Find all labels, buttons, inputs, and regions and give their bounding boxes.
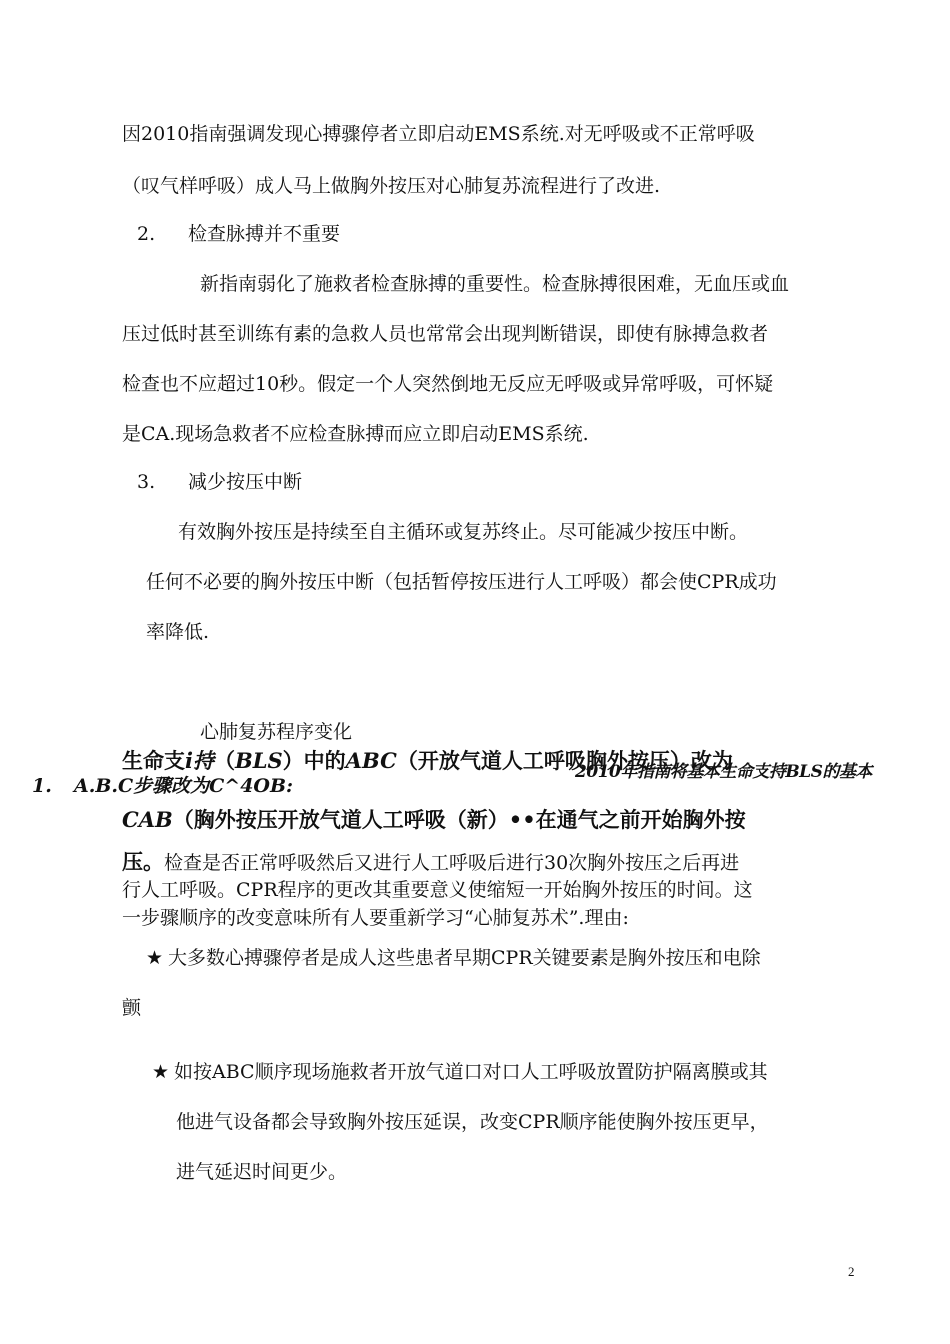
bullet-1-line-1: 大多数心搏骤停者是成人这些患者早期CPR关键要素是胸外按压和电除 [168,947,761,969]
item-1-line-1-part-5: ）中的 [282,748,346,773]
item-1-line-2 [122,808,746,832]
item-1-line-4: 行人工呼吸。CPR程序的更改其重要意义使缩短一开始胸外按压的时间。这 [122,879,753,901]
item-1-line-2-part-2: （胸外按压开放气道人工呼吸（新） [172,807,509,832]
paragraph-3-line-3: 率降低. [146,621,210,643]
item-1-line-5: 一步骤顺序的改变意味所有人要重新学习“心肺复苏术”.理由: [122,907,629,929]
paragraph-2-line-4: 是CA.现场急救者不应检查脉搏而应立即启动EMS系统. [122,423,589,445]
item-1-line-1-part-3: （ [213,748,235,773]
item-1-line-2-part-3: ••在通气之前开始胸外按 [508,807,746,832]
item-1-line-3 [122,850,739,875]
bullet-2-line-2: 他进气设备都会导致胸外按压延误，改变CPR顺序能使胸外按压更早， [176,1111,769,1133]
paragraph-1-line-2: （叹气样呼吸）成人马上做胸外按压对心肺复苏流程进行了改进. [122,175,661,197]
item-3-number: 3. [137,471,156,493]
item-1-line-1-part-2: i持 [185,748,214,773]
bullet-2-star-icon: ★ [152,1061,170,1083]
paragraph-2-line-3: 检查也不应超过10秒。假定一个人突然倒地无反应无呼吸或异常呼吸，可怀疑 [122,373,774,395]
item-1-overlap-text: 2010年指南将基本生命支持BLS的基本 [575,762,872,782]
item-1-line-3-rest: 检查是否正常呼吸然后又进行人工呼吸后进行30次胸外按压之后再进 [164,852,740,874]
item-1-label: A.B.C步骤改为C^4OB: [74,775,294,797]
item-1-line-3-bold: 压。 [122,849,164,874]
item-2-number: 2. [137,223,156,245]
paragraph-3-line-1: 有效胸外按压是持续至自主循环或复苏终止。尽可能减少按压中断。 [178,521,749,543]
paragraph-1-line-1: 因2010指南强调发现心搏骤停者立即启动EMS系统.对无呼吸或不正常呼吸 [122,123,755,145]
item-1-number: 1. [32,775,52,797]
paragraph-2-line-1: 新指南弱化了施救者检查脉搏的重要性。检查脉搏很困难，无血压或血 [200,273,790,295]
paragraph-3-line-2: 任何不必要的胸外按压中断（包括暂停按压进行人工呼吸）都会使CPR成功 [146,571,777,593]
page-number: 2 [848,1264,855,1279]
item-1-line-1-part-4: BLS [234,748,283,773]
item-3-heading: 减少按压中断 [188,471,303,493]
bullet-2-line-1: 如按ABC顺序现场施救者开放气道口对口人工呼吸放置防护隔离膜或其 [174,1061,768,1083]
item-1-line-1-part-6: ABC [345,748,397,773]
bullet-1-star-icon: ★ [146,947,164,969]
bullet-1-line-2: 颤 [122,997,142,1019]
item-1-line-1-part-1: 生命支 [122,748,185,773]
item-1-line-2-part-1: CAB [122,807,173,832]
bullet-2-line-3: 进气延迟时间更少。 [176,1161,348,1183]
item-2-heading: 检查脉搏并不重要 [188,223,341,245]
section-heading: 心肺复苏程序变化 [200,721,353,743]
item-1-line-1-part-7: （开放气道人工呼吸胸外按压）改为 [396,748,733,773]
paragraph-2-line-2: 压过低时甚至训练有素的急救人员也常常会出现判断错误，即使有脉搏急救者 [122,323,769,345]
